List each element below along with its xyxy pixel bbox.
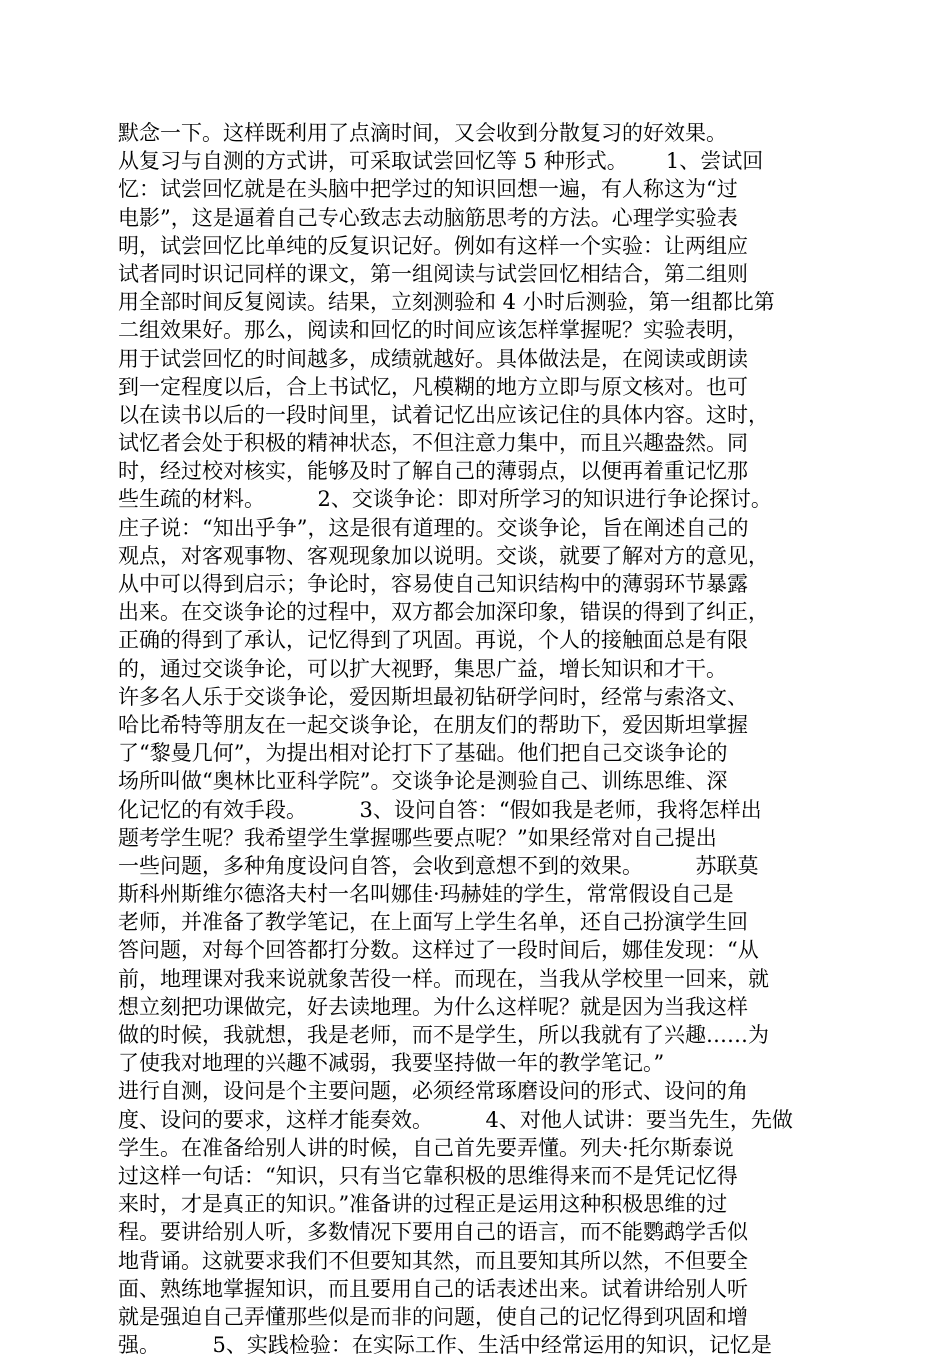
text-line: 过这样一句话：“知识，只有当它靠积极的思维得来而不是凭记忆得 <box>118 1163 738 1188</box>
text-line: 用于试尝回忆的时间越多，成绩就越好。具体做法是，在阅读或朗读 <box>118 346 748 371</box>
text-line: 做的时候，我就想，我是老师，而不是学生，所以我就有了兴趣……为 <box>118 1023 769 1047</box>
text-line: 哈比希特等朋友在一起交谈争论，在朋友们的帮助下，爱因斯坦掌握 <box>118 712 748 737</box>
text-line: 了“黎曼几何”，为提出相对论打下了基础。他们把自己交谈争论的 <box>118 741 728 766</box>
text-line: 以在读书以后的一段时间里，试着记忆出应该记住的具体内容。这时， <box>118 402 769 427</box>
text-line: 一些问题，多种角度设问自答，会收到意想不到的效果。 苏联莫 <box>118 853 759 878</box>
text-line: 就是强迫自己弄懂那些似是而非的问题，使自己的记忆得到巩固和增 <box>118 1304 748 1329</box>
text-line: 到一定程度以后，合上书试忆，凡模糊的地方立即与原文核对。也可 <box>118 374 748 399</box>
text-line: 正确的得到了承认，记忆得到了巩固。再说，个人的接触面总是有限 <box>118 628 748 653</box>
text-line: 试者同时识记同样的课文，第一组阅读与试尝回忆相结合，第二组则 <box>118 261 748 286</box>
text-line: 的，通过交谈争论，可以扩大视野，集思广益，增长知识和才干。 <box>118 656 727 681</box>
text-line: 试忆者会处于积极的精神状态，不但注意力集中，而且兴趣盎然。同 <box>118 431 748 456</box>
text-line: 想立刻把功课做完，好去读地理。为什么这样呢？就是因为当我这样 <box>118 994 748 1019</box>
text-line: 进行自测，设问是个主要问题，必须经常琢磨设问的形式、设问的角 <box>118 1079 748 1104</box>
text-line: 从中可以得到启示；争论时，容易使自己知识结构中的薄弱环节暴露 <box>118 572 748 596</box>
text-line: 答问题，对每个回答都打分数。这样过了一段时间后，娜佳发现：“从 <box>118 938 759 963</box>
text-line: 用全部时间反复阅读。结果，立刻测验和 4 小时后测验，第一组都比第 <box>118 290 775 315</box>
text-line: 默念一下。这样既利用了点滴时间，又会收到分散复习的好效果。 <box>118 121 727 145</box>
text-line: 斯科州斯维尔德洛夫村一名叫娜佳·玛赫娃的学生，常常假设自己是 <box>118 882 734 907</box>
text-line: 面、熟练地掌握知识，而且要用自己的话表述出来。试着讲给别人听 <box>118 1276 748 1301</box>
text-line: 学生。在准备给别人讲的时候，自己首先要弄懂。列夫·托尔斯泰说 <box>118 1135 734 1160</box>
text-line: 来时，才是真正的知识。”准备讲的过程正是运用这种积极思维的过 <box>118 1192 728 1217</box>
text-line: 庄子说：“知出乎争”，这是很有道理的。交谈争论，旨在阐述自己的 <box>118 515 749 540</box>
text-line: 时，经过校对核实，能够及时了解自己的薄弱点，以便再着重记忆那 <box>118 459 748 484</box>
text-line: 度、设问的要求，这样才能奏效。 4、对他人试讲：要当先生，先做 <box>118 1107 793 1132</box>
text-line: 二组效果好。那么，阅读和回忆的时间应该怎样掌握呢？实验表明， <box>118 318 748 343</box>
text-line: 地背诵。这就要求我们不但要知其然，而且要知其所以然，不但要全 <box>118 1248 748 1273</box>
text-line: 些生疏的材料。 2、交谈争论：即对所学习的知识进行争论探讨。 <box>118 487 772 512</box>
text-line: 出来。在交谈争论的过程中，双方都会加深印象，错误的得到了纠正， <box>118 600 769 625</box>
text-line: 前，地理课对我来说就象苦役一样。而现在，当我从学校里一回来，就 <box>118 966 769 991</box>
text-line: 老师，并准备了教学笔记，在上面写上学生名单，还自己扮演学生回 <box>118 910 748 935</box>
text-line: 化记忆的有效手段。 3、设问自答：“假如我是老师，我将怎样出 <box>118 797 762 822</box>
body-text <box>118 119 830 1359</box>
text-line: 电影”，这是逼着自己专心致志去动脑筋思考的方法。心理学实验表 <box>118 205 738 230</box>
text-line: 忆：试尝回忆就是在头脑中把学过的知识回想一遍，有人称这为“过 <box>118 177 738 202</box>
text-line: 观点，对客观事物、客观现象加以说明。交谈，就要了解对方的意见， <box>118 543 769 568</box>
text-line: 明，试尝回忆比单纯的反复识记好。例如有这样一个实验：让两组应 <box>118 233 748 258</box>
text-line: 题考学生呢？我希望学生掌握哪些要点呢？”如果经常对自己提出 <box>118 825 717 850</box>
text-line: 了使我对地理的兴趣不减弱，我要坚持做一年的教学笔记。” <box>118 1051 665 1076</box>
text-line: 强。 5、实践检验：在实际工作、生活中经常运用的知识，记忆是 <box>118 1333 772 1358</box>
text-line: 程。要讲给别人听，多数情况下要用自己的语言，而不能鹦鹉学舌似 <box>118 1220 748 1245</box>
text-line: 场所叫做“奥林比亚科学院”。交谈争论是测验自己、训练思维、深 <box>118 769 728 794</box>
text-line: 许多名人乐于交谈争论，爱因斯坦最初钻研学问时，经常与索洛文、 <box>118 684 748 709</box>
text-line: 从复习与自测的方式讲，可采取试尝回忆等 5 种形式。 1、尝试回 <box>118 149 764 174</box>
